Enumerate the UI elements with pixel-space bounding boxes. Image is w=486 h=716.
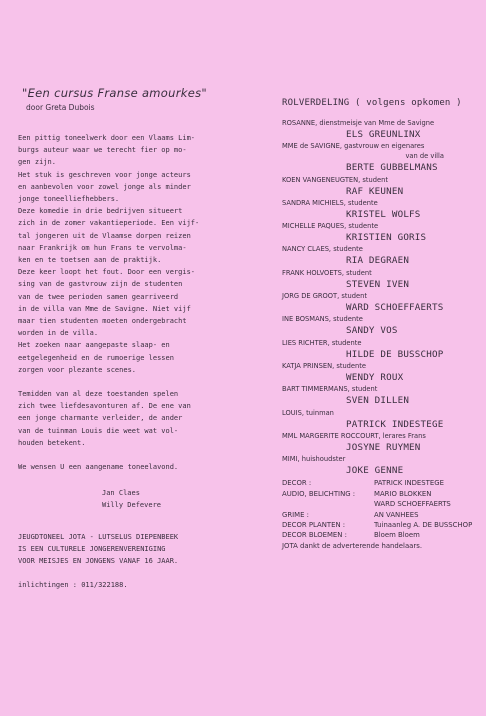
credit-row <box>282 510 482 520</box>
cast-role: MIMI, huishoudster <box>282 455 346 464</box>
credit-label: DECOR PLANTEN : <box>282 521 346 530</box>
paragraph-line: van de twee perioden samen gearriveerd <box>18 292 179 301</box>
cast-role: MICHELLE PAQUES, studente <box>282 222 379 231</box>
paragraph-line: jonge toneelliefhebbers. <box>18 195 120 204</box>
cast-role: NANCY CLAES, studente <box>282 245 363 254</box>
paragraph-line: zich in de zomer vakantieperiode. Een vijf- <box>18 219 200 228</box>
paragraph-line: worden in de villa. <box>18 329 99 338</box>
thanks-line: JOTA dankt de adverterende handelaars. <box>282 541 423 550</box>
credit-row <box>282 489 482 499</box>
crew-credits <box>282 478 482 540</box>
cast-actor: KRISTEL WOLFS <box>346 208 421 220</box>
credit-value: AN VANHEES <box>374 510 419 519</box>
cast-role: KOEN VANGENEUGTEN, student <box>282 175 388 184</box>
intro-column <box>18 86 248 589</box>
paragraph-line: gen zijn. <box>18 158 56 167</box>
cast-role: SANDRA MICHIELS, studente <box>282 198 378 207</box>
paragraph-line: maar tien studenten moeten ondergebracht <box>18 317 187 326</box>
credit-value: MARIO BLOKKEN <box>374 489 432 498</box>
cast-role: LOUIS, tuinman <box>282 408 334 417</box>
club-description <box>18 531 248 567</box>
cast-column <box>282 98 482 551</box>
cast-actor: RAF KEUNEN <box>346 185 404 197</box>
cast-role: JORG DE GROOT, student <box>282 292 367 301</box>
paragraph-line: naar Frankrijk om hun Frans te vervolma- <box>18 243 187 252</box>
intro-paragraphs <box>18 132 248 473</box>
credit-label: AUDIO, BELICHTING : <box>282 489 356 498</box>
credit-row <box>282 530 482 540</box>
paragraph-line: tal jongeren uit de Vlaamse dorpen reizen <box>18 231 191 240</box>
cast-actor: STEVEN IVEN <box>346 278 410 290</box>
signature-1: Jan Claes <box>102 489 140 498</box>
intro-paragraph <box>18 132 248 376</box>
intro-paragraph <box>18 388 248 449</box>
paragraph-line: Deze komedie in drie bedrijven situeert <box>18 207 183 216</box>
paragraph-line: zich twee liefdesavonturen af. De ene van <box>18 402 191 411</box>
cast-actor: BERTE GUBBELMANS <box>346 162 438 174</box>
credit-value: Bloem Bloem <box>374 531 420 540</box>
cast-role: LIES RICHTER, studente <box>282 338 362 347</box>
paragraph-line: ken en te toetsen aan de praktijk. <box>18 256 162 265</box>
cast-actor: RIA DEGRAEN <box>346 255 410 267</box>
cast-role-continued: van de villa <box>405 152 444 161</box>
cast-actor: KRISTIEN GORIS <box>346 232 427 244</box>
paragraph-line: in de villa van Mme de Savigne. Niet vijf <box>18 304 191 313</box>
cast-actor: ELS GREUNLINX <box>346 129 421 140</box>
credit-row <box>282 499 482 509</box>
credit-label: DECOR BLOEMEN : <box>282 531 347 540</box>
cast-list <box>282 118 482 477</box>
paragraph-line: van de tuinman Louis die weet wat vol- <box>18 426 179 435</box>
cast-actor: SVEN DILLEN <box>346 395 410 407</box>
credit-label: GRIME : <box>282 510 309 519</box>
cast-role: KATJA PRINSEN, studente <box>282 361 367 370</box>
club-line: JEUGDTONEEL JOTA - LUTSELUS DIEPENBEEK <box>18 533 179 542</box>
credit-value: Tuinaanleg A. DE BUSSCHOP <box>374 521 473 530</box>
paragraph-line: en aanbevolen voor zowel jonge als minder <box>18 182 191 191</box>
credit-label <box>282 499 374 509</box>
paragraph-line: sing van de gastvrouw zijn de studenten <box>18 280 183 289</box>
cast-role: INE BOSMANS, studente <box>282 315 363 324</box>
paragraph-line: een jonge charmante verleider, de ander <box>18 414 183 423</box>
play-title: "Een cursus Franse amourkes" <box>22 86 207 100</box>
paragraph-line: Deze keer loopt het fout. Door een vergis- <box>18 268 196 277</box>
paragraph-line: burgs auteur waar we terecht fier op mo- <box>18 146 187 155</box>
intro-paragraph <box>18 461 248 473</box>
cast-actor: HILDE DE BUSSCHOP <box>346 348 444 360</box>
paragraph-line: eetgelegenheid en de rumoerige lessen <box>18 353 174 362</box>
credit-row <box>282 520 482 530</box>
play-author: door Greta Dubois <box>26 103 95 112</box>
credit-row <box>282 478 482 488</box>
cast-role: BART TIMMERMANS, student <box>282 385 378 394</box>
signature-2: Willy Defevere <box>102 501 162 510</box>
cast-role: MME de SAVIGNE, gastvrouw en eigenares <box>282 142 425 151</box>
paragraph-line: zorgen voor plezante scenes. <box>18 365 137 374</box>
paragraph-line: houden betekent. <box>18 438 86 447</box>
credit-label: DECOR : <box>282 479 312 488</box>
credit-value: PATRICK INDESTEGE <box>374 479 444 488</box>
paragraph-line: We wensen U een aangename toneelavond. <box>18 463 179 472</box>
cast-actor: PATRICK INDESTEGE <box>346 418 444 430</box>
cast-actor: JOKE GENNE <box>346 465 404 477</box>
contact-info: inlichtingen : 011/322188. <box>18 581 128 590</box>
cast-role: FRANK HOLVOETS, student <box>282 268 372 277</box>
credit-value: WARD SCHOEFFAERTS <box>374 500 451 509</box>
paragraph-line: Een pittig toneelwerk door een Vlaams Lim- <box>18 134 196 142</box>
cast-actor: WENDY ROUX <box>346 371 404 383</box>
club-line: IS EEN CULTURELE JONGERENVERENIGING <box>18 545 166 554</box>
cast-actor: WARD SCHOEFFAERTS <box>346 302 444 314</box>
paragraph-line: Het zoeken naar aangepaste slaap- en <box>18 341 170 350</box>
club-line: VOOR MEISJES EN JONGENS VANAF 16 JAAR. <box>18 557 179 566</box>
paragraph-line: Temidden van al deze toestanden spelen <box>18 390 179 399</box>
cast-role: MML MARGERITE ROCCOURT, lerares Frans <box>282 431 426 440</box>
cast-actor: SANDY VOS <box>346 325 398 337</box>
cast-heading: ROLVERDELING ( volgens opkomen ) <box>282 98 462 108</box>
cast-role: ROSANNE, dienstmeisje van Mme de Savigne <box>282 119 435 127</box>
signatures <box>102 487 248 511</box>
cast-actor: JOSYNE RUYMEN <box>346 441 421 453</box>
paragraph-line: Het stuk is geschreven voor jonge acteurs <box>18 170 191 179</box>
